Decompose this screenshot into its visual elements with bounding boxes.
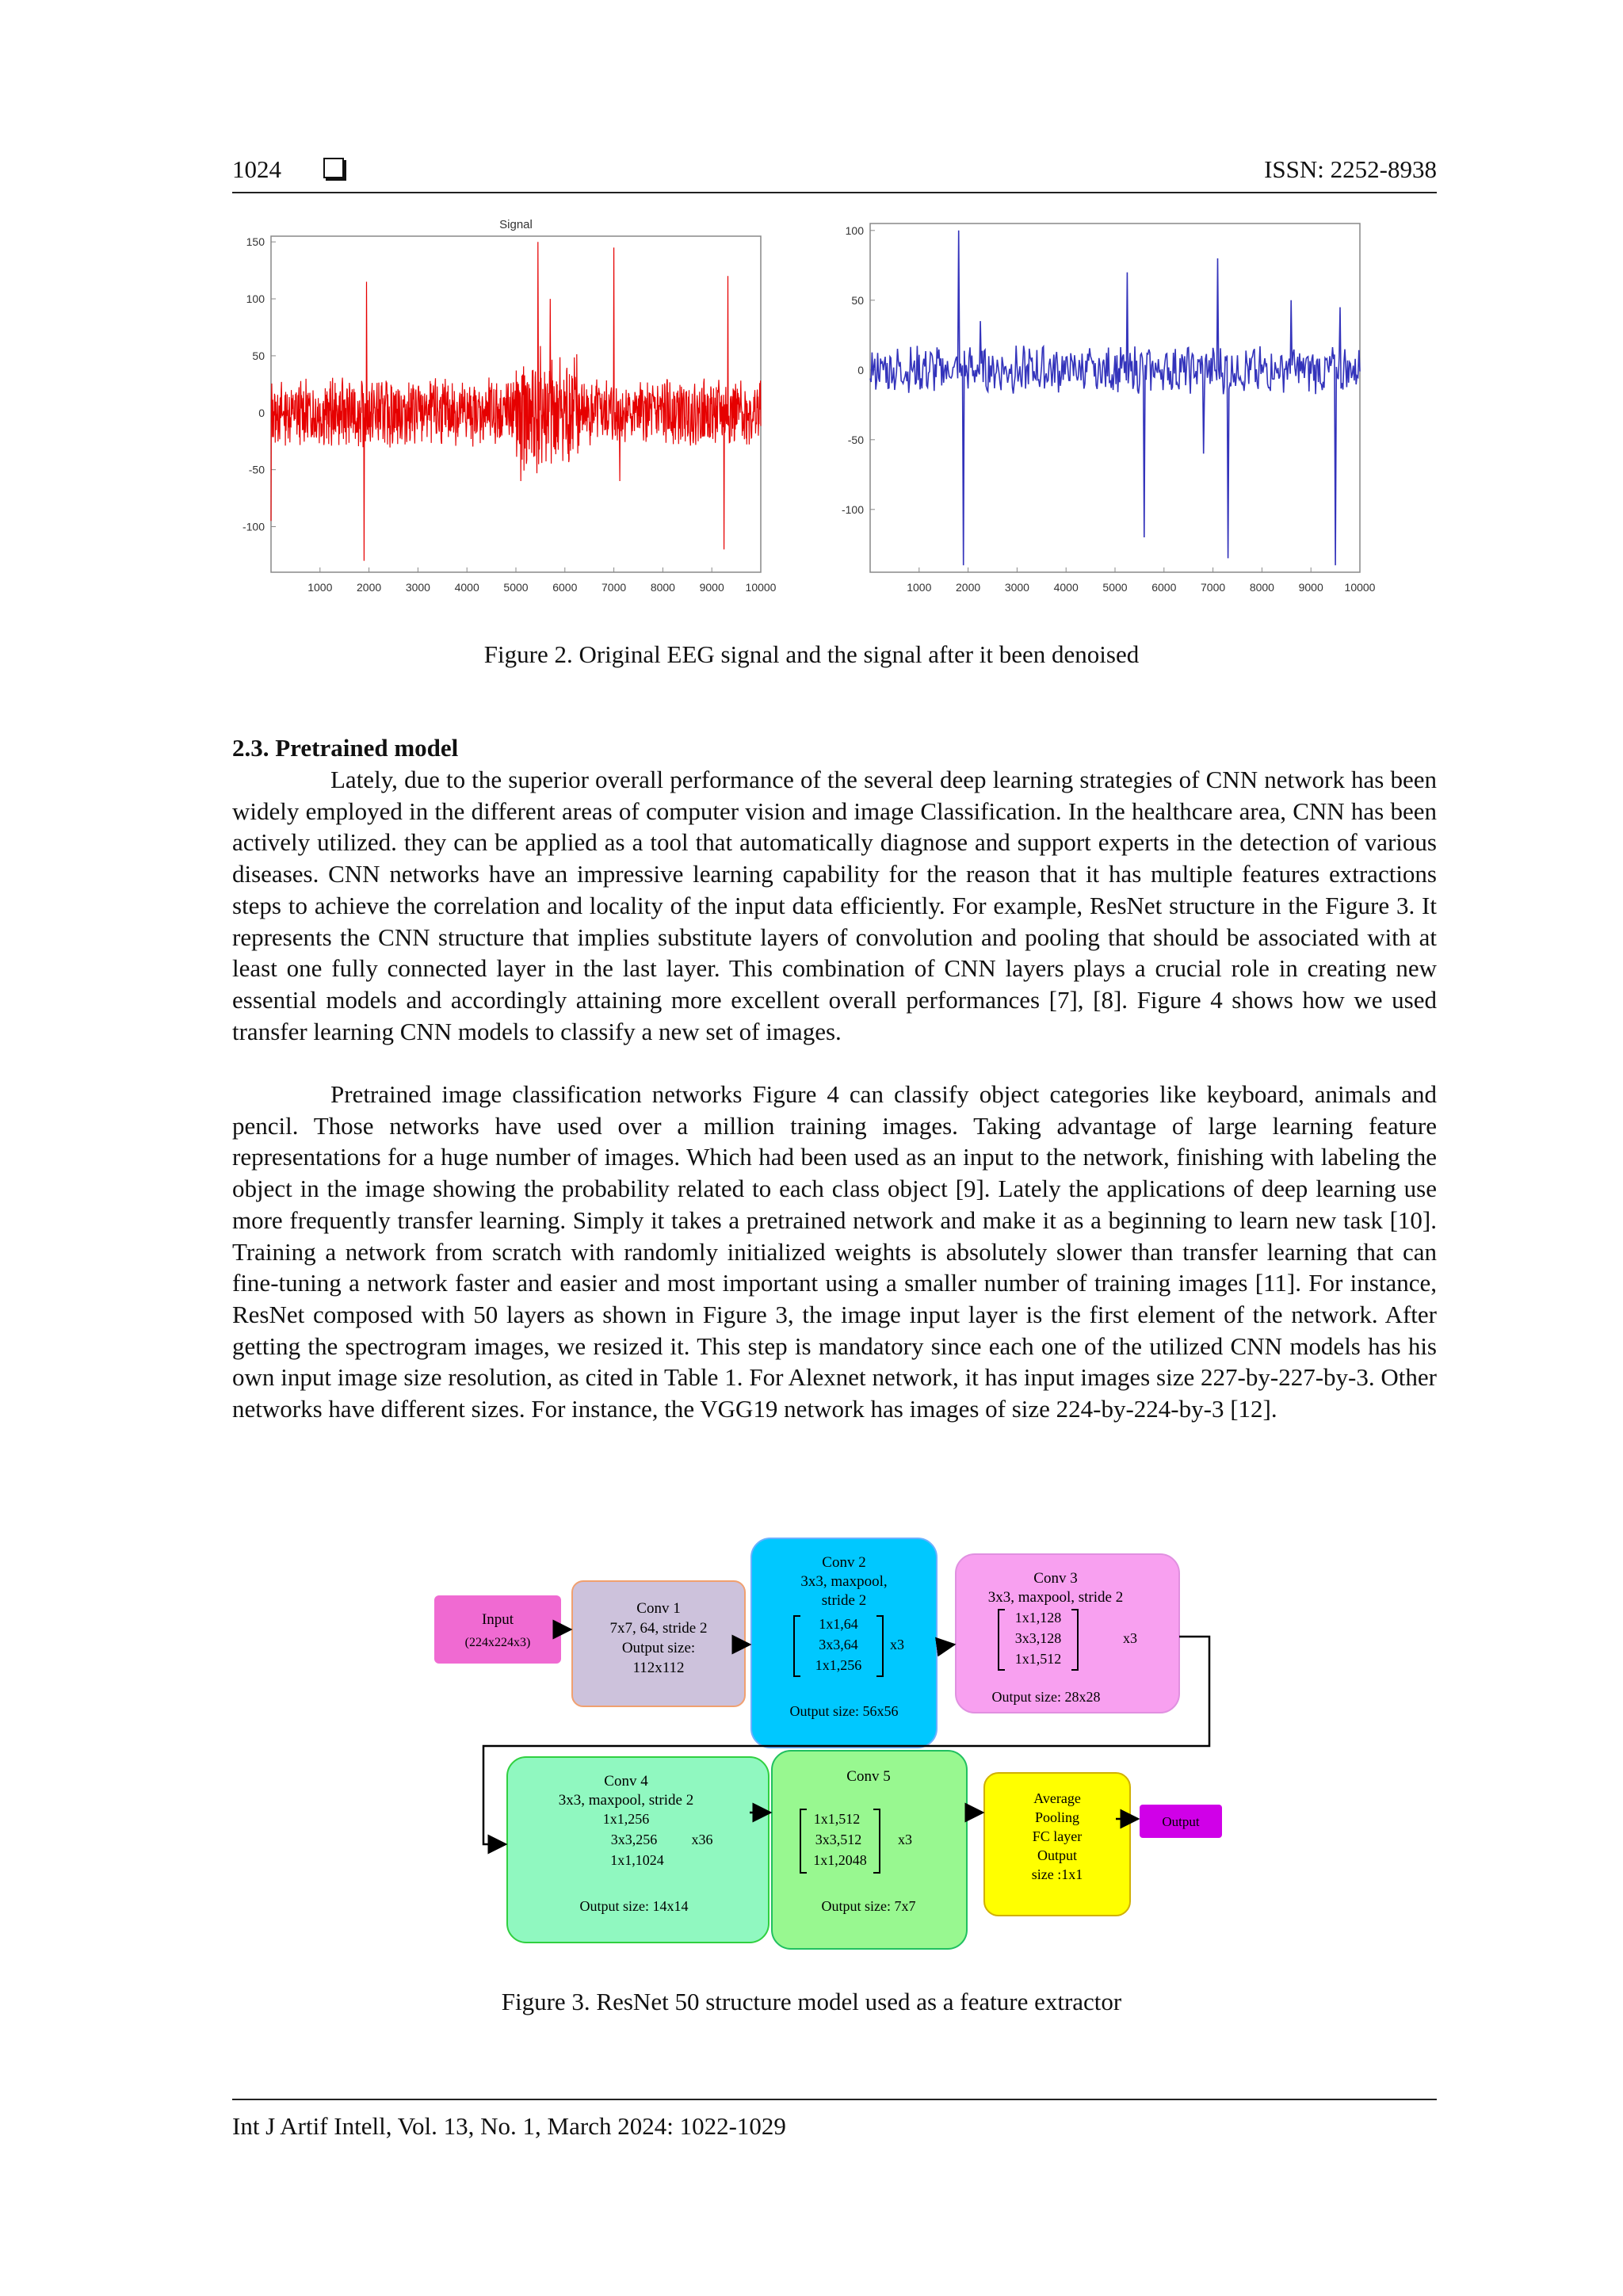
- conv4-block: [507, 1757, 769, 1943]
- x-tick-label: 4000: [454, 581, 479, 594]
- issn: ISSN: 2252-8938: [1264, 155, 1437, 183]
- conv4-mult: x36: [691, 1832, 713, 1847]
- conv3-line1: 3x3, maxpool, stride 2: [987, 1589, 1124, 1606]
- conv3-k1: 1x1,128: [1014, 1610, 1062, 1626]
- x-tick-label: 1000: [907, 581, 932, 594]
- eeg-original-plot: [242, 218, 777, 594]
- plot-frame: [870, 223, 1360, 572]
- conv2-line1: 3x3, maxpool,: [800, 1573, 888, 1590]
- y-tick-label: 50: [851, 293, 864, 307]
- conv4-k1: 1x1,256: [602, 1811, 650, 1827]
- y-tick-label: 50: [252, 349, 265, 362]
- conv3-title: Conv 3: [1033, 1570, 1078, 1587]
- conv2-k1: 1x1,64: [819, 1616, 858, 1632]
- input-box: [434, 1595, 561, 1664]
- x-tick-label: 3000: [1004, 581, 1029, 594]
- conv4-line1: 3x3, maxpool, stride 2: [558, 1792, 694, 1809]
- conv4-k2: 3x3,256: [610, 1832, 658, 1847]
- conv1-line3: 112x112: [632, 1660, 685, 1676]
- y-tick-label: -50: [248, 463, 265, 476]
- eeg-original-chart: [230, 212, 800, 617]
- figure2-caption: Figure 2. Original EEG signal and the signal after it been denoised: [483, 640, 1140, 668]
- conv1-line2: Output size:: [621, 1640, 696, 1656]
- header-rule: [232, 192, 1437, 193]
- avgpool-l4: Output: [1037, 1847, 1078, 1863]
- y-tick-label: -50: [847, 433, 864, 446]
- x-tick-label: 6000: [1151, 581, 1177, 594]
- input-title: Input: [481, 1611, 514, 1628]
- x-tick-label: 2000: [956, 581, 981, 594]
- x-tick-label: 7000: [1201, 581, 1226, 594]
- x-tick-label: 5000: [1102, 581, 1128, 594]
- x-tick-label: 7000: [601, 581, 627, 594]
- conv5-title: Conv 5: [846, 1768, 891, 1785]
- conv2-line2: stride 2: [821, 1592, 867, 1609]
- input-size: (224x224x3): [464, 1636, 531, 1649]
- conv5-mult: x3: [898, 1832, 912, 1847]
- avgpool-block: [984, 1773, 1130, 1916]
- x-tick-label: 10000: [745, 581, 777, 594]
- arrow-conv2-conv3: [937, 1645, 954, 1647]
- y-tick-label: -100: [841, 502, 864, 516]
- avgpool-l5: size :1x1: [1031, 1866, 1083, 1882]
- square-bullet-icon: [323, 158, 344, 178]
- eeg-denoised-plot: [842, 223, 1376, 594]
- conv3-mult: x3: [1123, 1630, 1137, 1646]
- x-tick-label: 5000: [503, 581, 529, 594]
- avgpool-l1: Average: [1033, 1790, 1081, 1806]
- x-tick-label: 8000: [650, 581, 675, 594]
- conv3-output: Output size: 28x28: [991, 1689, 1101, 1705]
- plot-title: Signal: [499, 218, 533, 231]
- input-block: [434, 1595, 561, 1664]
- y-tick-label: 0: [258, 406, 265, 419]
- y-tick-label: 100: [845, 223, 864, 237]
- section-heading: 2.3. Pretrained model: [232, 734, 459, 762]
- x-tick-label: 1000: [307, 581, 333, 594]
- conv1-title: Conv 1: [636, 1600, 681, 1617]
- x-tick-label: 2000: [357, 581, 382, 594]
- y-tick-label: 100: [246, 292, 265, 306]
- conv2-output: Output size: 56x56: [789, 1703, 899, 1719]
- conv3-k2: 3x3,128: [1014, 1630, 1062, 1646]
- conv1-line1: 7x7, 64, stride 2: [609, 1620, 708, 1637]
- x-tick-label: 10000: [1344, 581, 1376, 594]
- y-tick-label: 0: [857, 363, 864, 376]
- conv3-block: [956, 1554, 1179, 1713]
- x-tick-label: 9000: [1298, 581, 1323, 594]
- page-number: 1024: [232, 155, 281, 183]
- footer-citation: Int J Artif Intell, Vol. 13, No. 1, March 2024: 1022-1029: [232, 2112, 786, 2140]
- avgpool-l3: FC layer: [1032, 1828, 1083, 1844]
- avgpool-l2: Pooling: [1034, 1809, 1080, 1825]
- paragraph-1: Lately, due to the superior overall performance of the several deep learning strategies of CNN network has been widely employed in the different areas of computer vision and image Classification. In the healthcare area, CNN has been actively utilized. they can be applied as a tool that automatically diagnose and support experts in the detection of various diseases. CNN networks have an impressive learning capability for the reason that it has multiple features extractions steps to achieve the correlation and locality of the input data efficiently. For example, ResNet structure in the Figure 3. It represents the CNN structure that implies substitute layers of convolution and pooling that should be associated with at least one fully connected layer in the last layer. This combination of CNN layers plays a crucial role in creating new essential models and accordingly attaining more excellent overall performances [7], [8]. Figure 4 shows how we used transfer learning CNN models to classify a new set of images.: [232, 766, 1437, 1045]
- y-tick-label: 150: [246, 235, 265, 249]
- conv1-block: [572, 1581, 745, 1706]
- footer-rule: [232, 2099, 1437, 2100]
- x-tick-label: 9000: [699, 581, 724, 594]
- conv3-k3: 1x1,512: [1014, 1651, 1062, 1667]
- figure3-caption: Figure 3. ResNet 50 structure model used as a feature extractor: [501, 1988, 1122, 2015]
- conv2-mult: x3: [890, 1637, 904, 1652]
- x-tick-label: 6000: [552, 581, 578, 594]
- output-label: Output: [1162, 1814, 1200, 1829]
- paragraph-2: Pretrained image classification networks Figure 4 can classify object categories like keyboard, animals and pencil. Those networks have used over a million training images. Taking advantage of large learning feature representations for a huge number of images. Which had been used as an input to the network, finishing with labeling the object in the image showing the probability related to each class object [9]. Lately the applications of deep learning use more frequently transfer learning. Simply it takes a pretrained network and make it as a beginning to learn new task [10]. Training a network from scratch with randomly initialized weights is absolutely slower than transfer learning that can fine-tuning a network faster and easier and most important using a smaller number of training images [11]. For instance, ResNet composed with 50 layers as shown in Figure 3, the image input layer is the first element of the network. After getting the spectrogram images, we resized it. This step is mandatory since each one of the utilized CNN models has his own input image size resolution, as cited in Table 1. For Alexnet network, it has input images size 227-by-227-by-3. Other networks have different sizes. For instance, the VGG19 network has images of size 224-by-224-by-3 [12].: [232, 1080, 1437, 1423]
- conv2-k3: 1x1,256: [815, 1657, 862, 1673]
- conv2-title: Conv 2: [822, 1554, 866, 1571]
- conv2-block: [751, 1538, 937, 1748]
- eeg-denoised-chart: [832, 212, 1403, 617]
- conv4-output: Output size: 14x14: [579, 1898, 689, 1914]
- output-block: [1140, 1805, 1222, 1838]
- conv5-k2: 3x3,512: [815, 1832, 862, 1847]
- x-tick-label: 3000: [405, 581, 430, 594]
- conv5-k1: 1x1,512: [813, 1811, 861, 1827]
- conv2-k2: 3x3,64: [819, 1637, 858, 1652]
- conv5-block: [772, 1751, 967, 1949]
- y-tick-label: -100: [242, 520, 265, 533]
- x-tick-label: 4000: [1053, 581, 1079, 594]
- conv5-k3: 1x1,2048: [813, 1852, 867, 1868]
- conv4-k3: 1x1,1024: [610, 1852, 664, 1868]
- resnet-diagram: [428, 1534, 1228, 1977]
- conv5-output: Output size: 7x7: [821, 1898, 916, 1914]
- conv4-title: Conv 4: [604, 1773, 648, 1790]
- x-tick-label: 8000: [1249, 581, 1274, 594]
